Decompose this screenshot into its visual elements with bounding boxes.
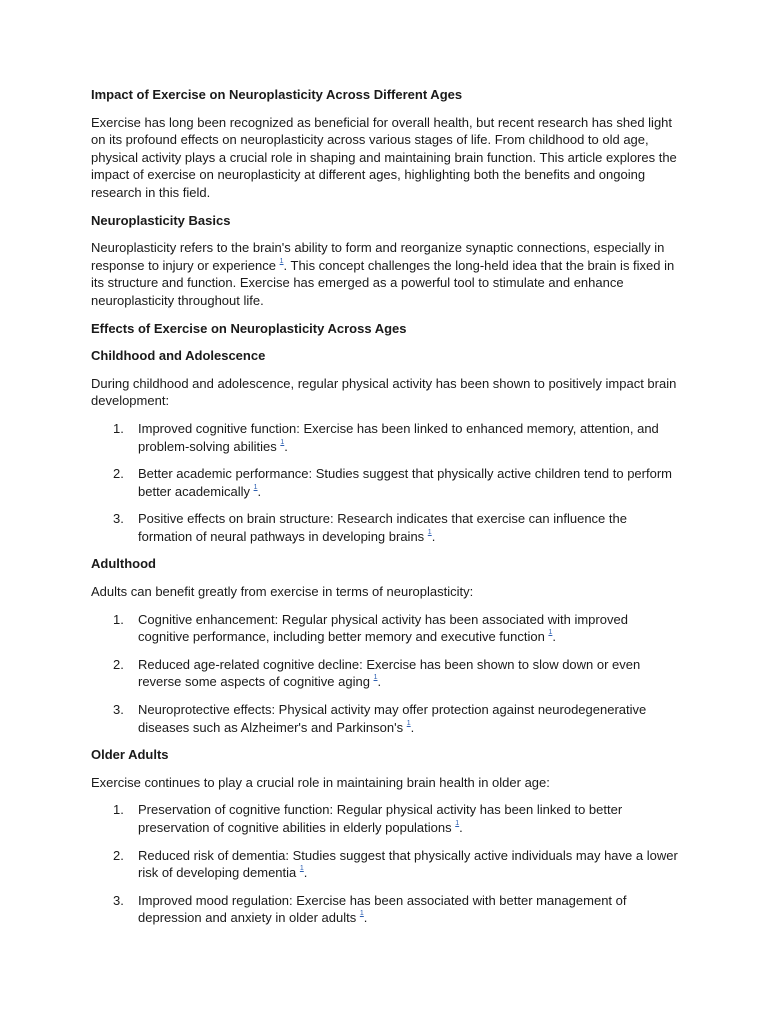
list-item-text: Cognitive enhancement: Regular physical activity has been associated with improved cognitive performance, including better memory and executive function xyxy=(138,611,628,645)
list-item-text: Reduced risk of dementia: Studies suggest that physically active individuals may have a lower risk of developing dementia xyxy=(138,847,678,881)
effects-heading: Effects of Exercise on Neuroplasticity Across Ages xyxy=(91,320,407,336)
list-item-text: Neuroprotective effects: Physical activity may offer protection against neurodegenerative diseases such as Alzheimer's and Parkinson's xyxy=(138,702,647,735)
basics-heading: Neuroplasticity Basics xyxy=(91,212,231,228)
list-number: 3. xyxy=(113,511,124,527)
list-item-end: . xyxy=(410,719,415,735)
basics-text-start: Neuroplasticity refers to the brain's ability to form and reorganize synaptic connections, especially in response to injury or experience xyxy=(91,240,665,273)
list-item-end: . xyxy=(377,674,382,690)
basics-paragraph xyxy=(91,239,681,309)
list-item-end: . xyxy=(303,865,308,881)
citation-link[interactable]: 1 xyxy=(279,257,284,265)
list-item xyxy=(91,847,681,882)
list-item-end: . xyxy=(552,629,556,645)
list-number: 3. xyxy=(113,892,124,908)
document-page xyxy=(91,86,681,937)
section-intro-childhood: During childhood and adolescence, regular physical activity has been shown to positively impact brain development: xyxy=(91,375,677,409)
section-heading-childhood: Childhood and Adolescence xyxy=(91,348,266,364)
list-number: 3. xyxy=(113,702,124,718)
list-item xyxy=(91,801,681,836)
list-childhood xyxy=(91,420,681,546)
list-item-end: . xyxy=(363,910,368,926)
citation-link[interactable]: 1 xyxy=(455,820,460,827)
citation-link[interactable]: 1 xyxy=(299,865,304,873)
list-item-text: Improved cognitive function: Exercise has been linked to enhanced memory, attention, and problem-solving abilities xyxy=(138,420,659,454)
list-item xyxy=(91,420,681,455)
list-number: 1. xyxy=(113,611,124,627)
list-item xyxy=(91,510,681,545)
list-number: 2. xyxy=(113,466,124,482)
list-number: 1. xyxy=(113,802,124,818)
list-item-end: . xyxy=(257,483,262,499)
basics-text-end: . This concept challenges the long-held idea that the brain is fixed in its structure and function. Exercise has emerged as a powerful tool to stimulate and enhance neuroplasticity throughout life. xyxy=(91,257,675,308)
list-item-end: . xyxy=(459,820,463,835)
list-adulthood xyxy=(91,611,681,737)
citation-link[interactable]: 1 xyxy=(373,674,378,682)
list-number: 2. xyxy=(113,656,124,672)
list-item xyxy=(91,656,681,691)
list-number: 1. xyxy=(113,420,124,436)
citation-link[interactable]: 1 xyxy=(548,629,553,637)
list-item xyxy=(91,892,681,927)
document-title: Impact of Exercise on Neuroplasticity Across Different Ages xyxy=(91,87,463,102)
list-item-text: Better academic performance: Studies suggest that physically active children tend to perform better academically xyxy=(138,466,672,499)
citation-link[interactable]: 1 xyxy=(427,528,432,536)
citation-link[interactable]: 1 xyxy=(253,483,258,491)
list-item-text: Positive effects on brain structure: Research indicates that exercise can influence the formation of neural pathways in developing brains xyxy=(138,511,627,544)
section-intro-adulthood: Adults can benefit greatly from exercise in terms of neuroplasticity: xyxy=(91,584,474,600)
list-item-end: . xyxy=(431,528,436,544)
list-item-text: Preservation of cognitive function: Regular physical activity has been linked to better preservation of cognitive abilities in elderly populations xyxy=(138,802,623,835)
list-item-end: . xyxy=(284,438,288,454)
section-heading-adulthood: Adulthood xyxy=(91,556,156,572)
list-item xyxy=(91,701,681,736)
list-number: 2. xyxy=(113,847,124,863)
intro-paragraph: Exercise has long been recognized as beneficial for overall health, but recent research has shed light on its profound effects on neuroplasticity across various stages of life. From childhood to old age, physical activity plays a crucial role in shaping and maintaining brain function. This article explores the impact of exercise on neuroplasticity at different ages, highlighting both the benefits and ongoing research in this field. xyxy=(91,114,677,200)
list-item xyxy=(91,611,681,646)
section-heading-older-adults: Older Adults xyxy=(91,747,169,763)
list-item-text: Reduced age-related cognitive decline: Exercise has been shown to slow down or even reverse some aspects of cognitive aging xyxy=(138,656,641,690)
list-item xyxy=(91,465,681,500)
citation-link[interactable]: 1 xyxy=(280,438,285,446)
citation-link[interactable]: 1 xyxy=(359,910,364,918)
section-intro-older-adults: Exercise continues to play a crucial role in maintaining brain health in older age: xyxy=(91,774,550,790)
citation-link[interactable]: 1 xyxy=(406,719,411,727)
list-older-adults xyxy=(91,801,681,927)
list-item-text: Improved mood regulation: Exercise has been associated with better management of depression and anxiety in older adults xyxy=(138,892,627,926)
